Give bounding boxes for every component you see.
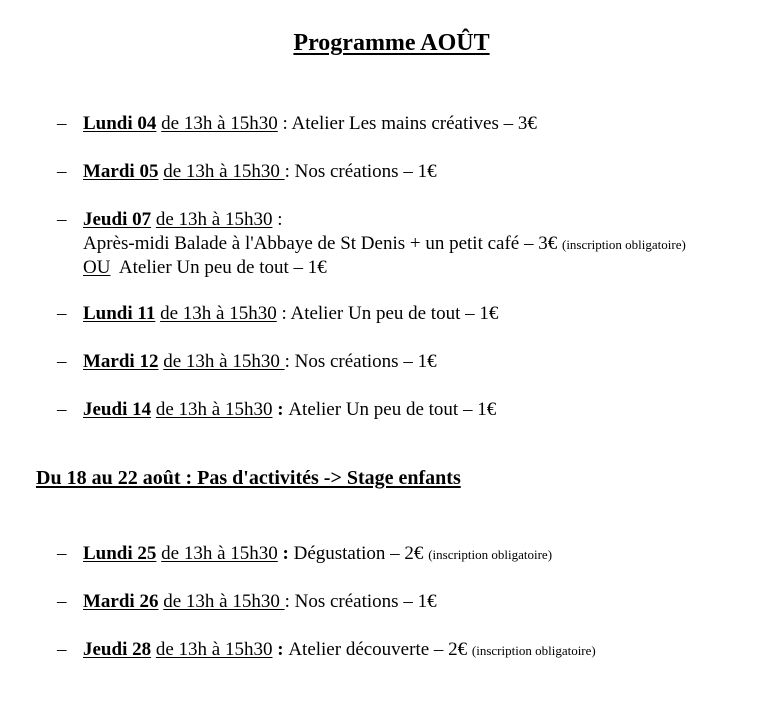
list-dash: – (57, 351, 67, 372)
item-hours: de 13h à 15h30 (161, 543, 278, 564)
item-note: (inscription obligatoire) (471, 643, 596, 658)
list-dash: – (57, 209, 67, 230)
item-day: Lundi 04 (83, 113, 157, 134)
item-separator: : (284, 591, 295, 612)
item-day: Mardi 05 (83, 161, 159, 182)
item-hours: de 13h à 15h30 (163, 161, 285, 182)
page-title: Programme AOÛT (293, 30, 490, 56)
item-day: Lundi 25 (83, 543, 157, 564)
item-activity: Nos créations – 1€ (294, 161, 437, 182)
list-dash: – (57, 113, 67, 134)
item-activity: Atelier découverte – 2€ (288, 639, 468, 660)
item-day: Mardi 12 (83, 351, 159, 372)
list-dash: – (57, 543, 67, 564)
item-hours: de 13h à 15h30 (163, 351, 285, 372)
item-day: Jeudi 14 (83, 399, 152, 420)
list-item (57, 590, 437, 614)
list-dash: – (57, 591, 67, 612)
list-dash: – (57, 399, 67, 420)
item-activity: Atelier Un peu de tout – 1€ (290, 303, 499, 324)
item-hours: de 13h à 15h30 (155, 209, 273, 230)
item-activity: Atelier Un peu de tout – 1€ (118, 257, 327, 278)
list-item (57, 398, 496, 422)
list-item (57, 208, 283, 232)
item-hours: de 13h à 15h30 (155, 399, 273, 420)
item-activity: Atelier Les mains créatives – 3€ (291, 113, 537, 134)
list-item-subline (83, 232, 686, 257)
item-hours: de 13h à 15h30 (161, 113, 278, 134)
item-note: (inscription obligatoire) (428, 547, 553, 562)
list-dash: – (57, 639, 67, 660)
item-separator: : (284, 161, 295, 182)
item-separator: : (272, 209, 283, 230)
list-item-subline (83, 256, 327, 280)
item-separator: : (277, 543, 294, 564)
item-day: Lundi 11 (83, 303, 156, 324)
item-hours: de 13h à 15h30 (155, 639, 273, 660)
notice-banner: Du 18 au 22 août : Pas d'activités -> Stage enfants (36, 467, 461, 489)
item-activity: Nos créations – 1€ (294, 591, 437, 612)
item-or: OU (83, 257, 111, 278)
item-separator: : (272, 639, 289, 660)
item-activity: Dégustation – 2€ (293, 543, 424, 564)
item-hours: de 13h à 15h30 (163, 591, 285, 612)
list-item (57, 160, 437, 184)
item-separator: : (276, 303, 291, 324)
item-hours: de 13h à 15h30 (160, 303, 277, 324)
item-separator: : (277, 113, 292, 134)
item-note: (inscription obligatoire) (561, 237, 686, 252)
item-activity: Atelier Un peu de tout – 1€ (288, 399, 497, 420)
item-separator: : (284, 351, 295, 372)
list-dash: – (57, 303, 67, 324)
item-day: Mardi 26 (83, 591, 159, 612)
item-activity: Après-midi Balade à l'Abbaye de St Denis + un petit café – 3€ (83, 233, 558, 254)
item-separator: : (272, 399, 289, 420)
item-day: Jeudi 07 (83, 209, 152, 230)
list-item (57, 542, 552, 567)
item-activity: Nos créations – 1€ (294, 351, 437, 372)
list-item (57, 302, 498, 326)
list-dash: – (57, 161, 67, 182)
list-item (57, 350, 437, 374)
item-day: Jeudi 28 (83, 639, 152, 660)
list-item (57, 112, 537, 136)
list-item (57, 638, 596, 663)
